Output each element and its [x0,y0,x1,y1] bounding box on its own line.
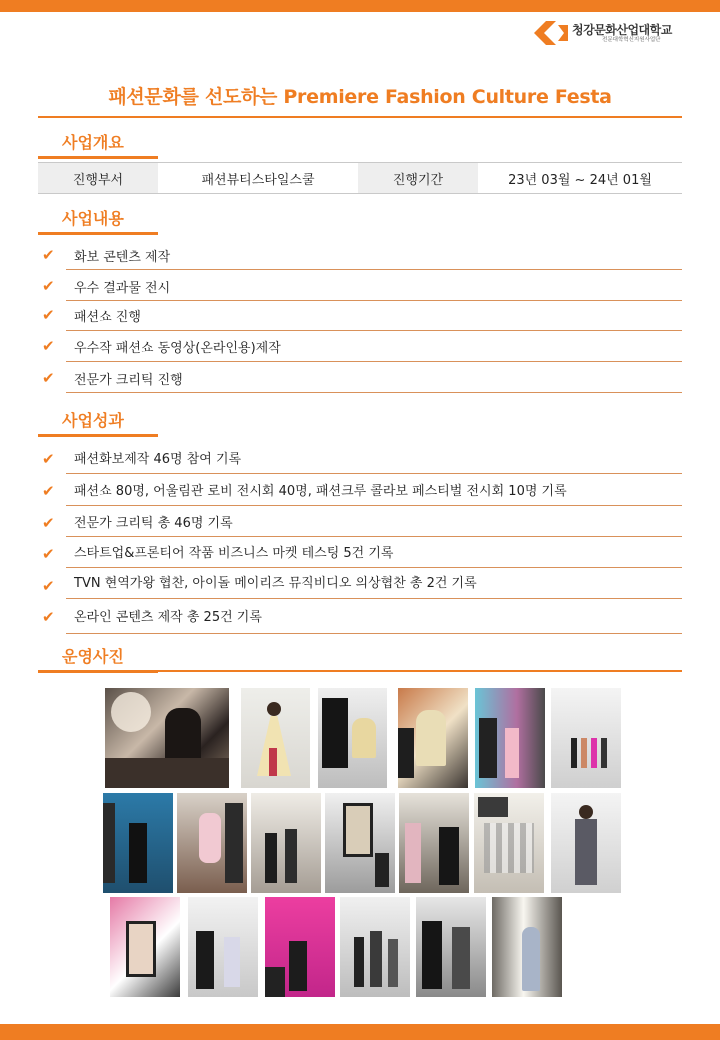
divider [66,505,682,506]
photo-blue-studio [103,793,173,893]
photos-heading: 운영사진 [62,647,124,666]
university-logo [534,20,704,46]
list-item-text: 패션화보제작 46명 참여 기록 [74,452,242,467]
checkmark-icon: ✔ [42,577,55,595]
title-divider [38,116,682,118]
photo-pink-set [110,897,180,997]
divider [66,269,682,270]
divider [66,392,682,393]
photo-review-session [251,793,321,893]
overview-table [38,162,682,194]
photo-mirror-frame [325,793,395,893]
list-item-text: 전문가 크리틱 총 46명 기록 [74,516,233,531]
photo-moodboard-wall [474,793,544,893]
content-heading: 사업내용 [62,209,124,228]
checkmark-icon: ✔ [42,545,55,563]
overview-heading: 사업개요 [62,133,124,152]
divider [66,536,682,537]
photo-makeup-session [105,688,229,788]
list-item-text: 스타트업&프론티어 작품 비즈니스 마켓 테스팅 5건 기록 [74,546,394,561]
logo-mark-icon [534,21,568,45]
checkmark-icon: ✔ [42,450,55,468]
list-item-text: 전문가 크리틱 진행 [74,373,183,388]
bottom-accent-bar [0,1024,720,1040]
checkmark-icon: ✔ [42,277,55,295]
list-item-text: 패션쇼 진행 [74,310,141,325]
photos-divider [38,670,682,672]
results-heading-underline [38,434,158,437]
photo-studio-setup [318,688,387,788]
checkmark-icon: ✔ [42,246,55,264]
photo-critique [399,793,469,893]
photo-lit-backdrop [492,897,562,997]
checkmark-icon: ✔ [42,337,55,355]
divider [66,361,682,362]
checkmark-icon: ✔ [42,514,55,532]
divider [66,300,682,301]
photo-magenta-backdrop [265,897,335,997]
period-value: 23년 03월 ~ 24년 01월 [508,172,652,188]
content-heading-underline [38,232,158,235]
photo-backstage-fitting [398,688,468,788]
overview-heading-underline [38,156,158,159]
divider [66,567,682,568]
photo-colored-backdrop [475,688,545,788]
photo-photographer [188,897,258,997]
divider [66,473,682,474]
photo-pink-outfit [177,793,247,893]
list-item-text: 우수 결과물 전시 [74,281,171,296]
photo-gown-shoot [241,688,310,788]
period-label: 진행기간 [358,163,478,193]
list-item-text: 화보 콘텐츠 제작 [74,250,171,265]
logo-subtitle: 전문대학혁신지원사업단 [602,36,661,43]
checkmark-icon: ✔ [42,369,55,387]
logo-name: 청강문화산업대학교 [572,22,672,37]
divider [66,330,682,331]
checkmark-icon: ✔ [42,482,55,500]
department-value: 패션뷰티스타일스쿨 [201,172,315,188]
results-heading: 사업성과 [62,411,124,430]
list-item-text: 우수작 패션쇼 동영상(온라인용)제작 [74,341,281,356]
divider [66,598,682,599]
divider [66,633,682,634]
checkmark-icon: ✔ [42,306,55,324]
photo-camera-direction [416,897,486,997]
checkmark-icon: ✔ [42,608,55,626]
list-item-text: 온라인 콘텐츠 제작 총 25건 기록 [74,610,262,625]
department-label: 진행부서 [38,163,158,193]
photo-group-shoot [340,897,410,997]
photo-solo-model [551,793,621,893]
list-item-text: 패션쇼 80명, 어울림관 로비 전시회 40명, 패션크루 콜라보 페스티벌 전시회 10명 기록 [74,484,567,499]
photo-group-models [551,688,621,788]
list-item-text: TVN 현역가왕 협찬, 아이돌 메이리즈 뮤직비디오 의상협찬 총 2건 기록 [74,576,477,591]
top-accent-bar [0,0,720,12]
page-title: 패션문화를 선도하는 Premiere Fashion Culture Festa [108,86,612,108]
